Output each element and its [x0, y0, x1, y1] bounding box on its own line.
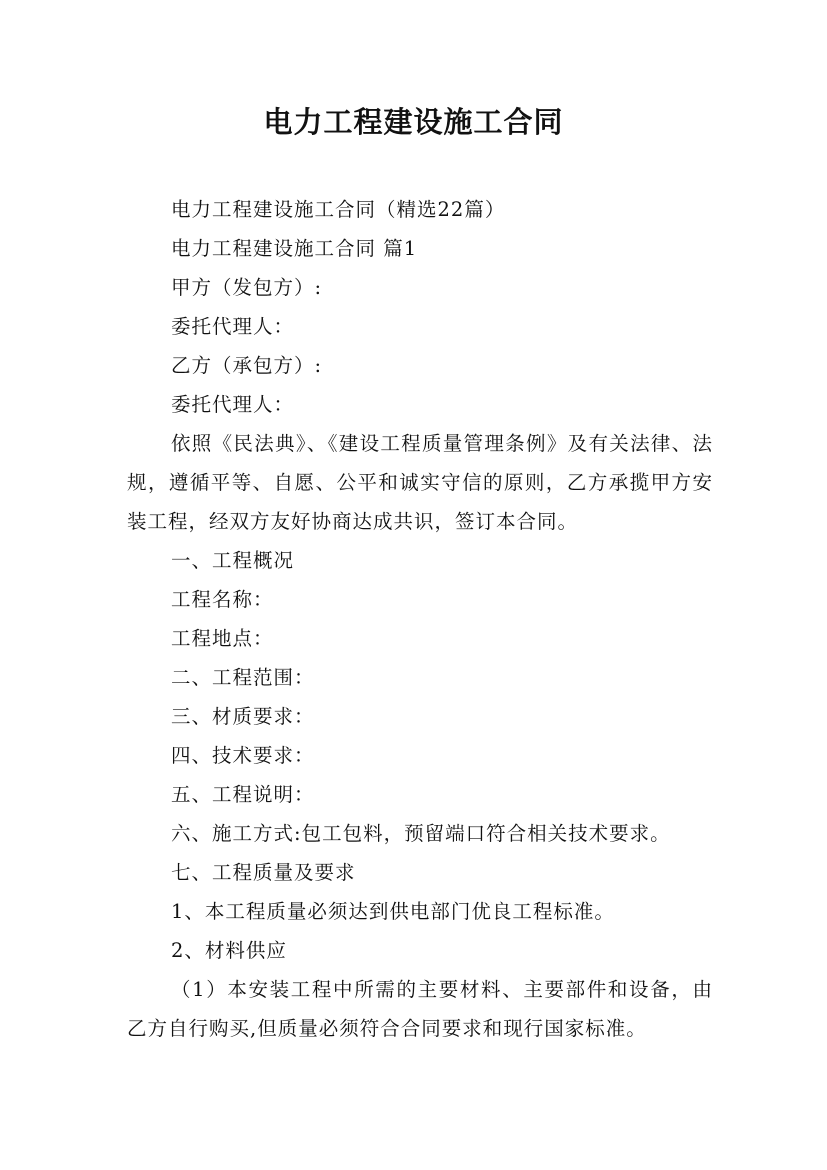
paragraph-clause-6: 六、施工方式:包工包料，预留端口符合相关技术要求。: [171, 822, 671, 845]
paragraph-clause-4: 四、技术要求：: [171, 744, 315, 767]
paragraph-party-a-agent: 委托代理人：: [171, 315, 295, 338]
paragraph-clause-3: 三、材质要求：: [171, 705, 315, 728]
paragraph-subtitle: 电力工程建设施工合同（精选22篇）: [171, 198, 506, 221]
paragraph-party-b: 乙方（承包方）:: [171, 354, 323, 377]
paragraph-clause-7: 七、工程质量及要求: [171, 861, 356, 884]
paragraph-project-name: 工程名称：: [171, 588, 274, 611]
document-body: [127, 190, 713, 1048]
paragraph-clause-7-2-1: （1）本安装工程中所需的主要材料、主要部件和设备，由乙方自行购买,但质量必须符合合同要求和现行国家标准。: [127, 978, 713, 1040]
paragraph-clause-7-1: 1、本工程质量必须达到供电部门优良工程标准。: [171, 900, 615, 923]
document-title: 电力工程建设施工合同: [263, 105, 564, 139]
paragraph-clause-5: 五、工程说明：: [171, 783, 315, 806]
paragraph-party-b-agent: 委托代理人：: [171, 393, 295, 416]
paragraph-section-heading: 电力工程建设施工合同 篇1: [171, 237, 418, 260]
paragraph-clause-1: 一、工程概况: [171, 549, 295, 572]
paragraph-project-location: 工程地点：: [171, 627, 274, 650]
paragraph-party-a: 甲方（发包方）:: [171, 276, 323, 299]
paragraph-clause-2: 二、工程范围：: [171, 666, 315, 689]
paragraph-preamble: 依照《民法典》、《建设工程质量管理条例》及有关法律、法规，遵循平等、自愿、公平和诚实守信的原则，乙方承揽甲方安装工程，经双方友好协商达成共识，签订本合同。: [127, 432, 713, 533]
paragraph-clause-7-2: 2、材料供应: [171, 939, 287, 962]
